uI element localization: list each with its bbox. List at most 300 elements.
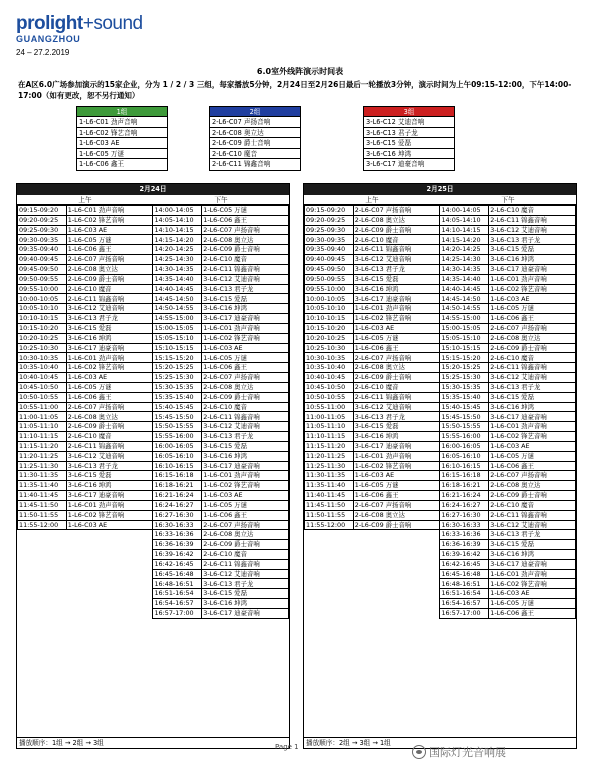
am-time-cell: 09:20-09:25 <box>18 215 67 225</box>
page-number: Page 1 <box>275 743 299 751</box>
am-act-cell: 2-L6-C10 魔音 <box>353 235 440 245</box>
table-row <box>18 382 289 392</box>
am-time-cell: 10:20-10:25 <box>18 333 67 343</box>
group-item: 2-L6-C09 爵士音响 <box>210 138 300 149</box>
group-item: 2-L6-C07 声扬音响 <box>210 117 300 128</box>
table-row <box>305 481 576 491</box>
am-act-cell: 3-L6-C13 君子龙 <box>353 412 440 422</box>
table-row <box>305 304 576 314</box>
am-act-cell <box>353 608 440 618</box>
pm-time-cell: 16:39-16:42 <box>440 549 489 559</box>
table-row <box>305 540 576 550</box>
am-time-cell: 10:55-11:00 <box>18 402 67 412</box>
am-act-cell <box>353 599 440 609</box>
table-row <box>18 569 289 579</box>
am-act-cell: 1-L6-C05 万谜 <box>353 333 440 343</box>
am-act-cell: 2-L6-C08 奥立达 <box>353 510 440 520</box>
pm-time-cell: 14:35-14:40 <box>440 274 489 284</box>
table-row <box>18 255 289 265</box>
pm-act-cell: 3-L6-C17 迪豪音响 <box>489 412 576 422</box>
pm-act-cell: 3-L6-C17 迪豪音响 <box>202 608 289 618</box>
pm-time-cell: 14:00-14:05 <box>153 206 202 216</box>
pm-act-cell: 2-L6-C09 爵士音响 <box>489 491 576 501</box>
prolight-sound-logo <box>16 14 176 58</box>
am-time-cell: 10:10-10:15 <box>18 314 67 324</box>
am-time-cell <box>305 599 354 609</box>
table-row <box>18 599 289 609</box>
table-row <box>18 510 289 520</box>
pm-act-cell: 2-L6-C08 奥立达 <box>202 382 289 392</box>
pm-act-cell: 3-L6-C13 君子龙 <box>202 432 289 442</box>
am-act-cell <box>353 530 440 540</box>
day-header: 2月25日 <box>304 184 576 195</box>
am-act-cell: 2-L6-C08 奥立达 <box>353 363 440 373</box>
table-row <box>305 215 576 225</box>
am-time-cell <box>18 569 67 579</box>
session-header <box>17 195 289 205</box>
pm-act-cell: 2-L6-C10 魔音 <box>489 353 576 363</box>
am-act-cell: 1-L6-C03 AE <box>66 373 153 383</box>
pm-act-cell: 3-L6-C16 坤鸿 <box>202 304 289 314</box>
am-act-cell: 2-L6-C09 爵士音响 <box>66 422 153 432</box>
pm-time-cell: 15:50-15:55 <box>440 422 489 432</box>
play-order-footer: 播放顺序：2组 → 3组 → 1组 <box>304 737 576 748</box>
table-row <box>18 540 289 550</box>
pm-time-cell: 14:55-15:00 <box>153 314 202 324</box>
pm-time-cell: 15:10-15:15 <box>440 343 489 353</box>
am-time-cell: 11:55-12:00 <box>18 520 67 530</box>
pm-time-cell: 14:40-14:45 <box>440 284 489 294</box>
am-act-cell: 1-L6-C02 锋艺音响 <box>353 314 440 324</box>
group-item: 3-L6-C12 艾迪音响 <box>364 117 454 128</box>
pm-act-cell: 3-L6-C15 爱磊 <box>489 540 576 550</box>
am-time-cell <box>18 579 67 589</box>
pm-act-cell: 1-L6-C01 劲声音响 <box>202 471 289 481</box>
table-row <box>18 304 289 314</box>
am-act-cell: 1-L6-C06 鑫王 <box>66 392 153 402</box>
am-act-cell: 3-L6-C17 迪豪音响 <box>66 343 153 353</box>
am-time-cell: 09:55-10:00 <box>305 284 354 294</box>
am-time-cell: 10:15-10:20 <box>18 323 67 333</box>
pm-time-cell: 16:10-16:15 <box>440 461 489 471</box>
table-row <box>305 314 576 324</box>
table-row <box>305 264 576 274</box>
pm-act-cell: 2-L6-C08 奥立达 <box>202 235 289 245</box>
am-act-cell: 1-L6-C03 AE <box>66 225 153 235</box>
pm-time-cell: 16:48-16:51 <box>153 579 202 589</box>
pm-time-cell: 14:15-14:20 <box>153 235 202 245</box>
am-time-cell: 11:25-11:30 <box>18 461 67 471</box>
group-item: 3-L6-C15 爱磊 <box>364 138 454 149</box>
table-row <box>305 323 576 333</box>
group-header: 2组 <box>210 107 300 117</box>
pm-act-cell: 2-L6-C07 声扬音响 <box>202 373 289 383</box>
am-act-cell: 3-L6-C12 艾迪音响 <box>353 255 440 265</box>
table-row <box>305 549 576 559</box>
pm-act-cell: 1-L6-C03 AE <box>202 491 289 501</box>
am-act-cell: 2-L6-C10 魔音 <box>66 432 153 442</box>
table-row <box>305 589 576 599</box>
pm-act-cell: 1-L6-C02 锋艺音响 <box>202 333 289 343</box>
pm-act-cell: 1-L6-C05 万谜 <box>202 206 289 216</box>
pm-act-cell: 2-L6-C10 魔音 <box>489 206 576 216</box>
table-row <box>305 402 576 412</box>
am-time-cell <box>18 549 67 559</box>
am-time-cell: 10:50-10:55 <box>18 392 67 402</box>
table-row <box>305 274 576 284</box>
am-act-cell: 1-L6-C02 锋艺音响 <box>66 215 153 225</box>
am-act-cell: 2-L6-C07 声扬音响 <box>353 206 440 216</box>
pm-time-cell: 15:20-15:25 <box>153 363 202 373</box>
pm-time-cell: 15:40-15:45 <box>440 402 489 412</box>
pm-time-cell: 16:33-16:36 <box>440 530 489 540</box>
am-time-cell: 10:55-11:00 <box>305 402 354 412</box>
pm-act-cell: 2-L6-C07 声扬音响 <box>489 471 576 481</box>
am-time-cell: 11:50-11:55 <box>18 510 67 520</box>
pm-act-cell: 2-L6-C10 魔音 <box>202 549 289 559</box>
am-time-cell <box>18 530 67 540</box>
am-act-cell: 3-L6-C15 爱磊 <box>66 323 153 333</box>
am-time-cell: 10:40-10:45 <box>18 373 67 383</box>
am-time-cell: 11:05-11:10 <box>18 422 67 432</box>
table-row <box>305 392 576 402</box>
table-row <box>18 323 289 333</box>
pm-time-cell: 16:48-16:51 <box>440 579 489 589</box>
pm-act-cell: 1-L6-C06 鑫王 <box>489 461 576 471</box>
group-header: 1组 <box>77 107 167 117</box>
table-row <box>305 579 576 589</box>
pm-time-cell: 16:45-16:48 <box>440 569 489 579</box>
table-row <box>305 255 576 265</box>
table-row <box>18 314 289 324</box>
pm-time-cell: 15:45-15:50 <box>440 412 489 422</box>
intro-text: 在A区6.0广场参加演示的15家企业，分为 1 / 2 / 3 三组，每家播放5分钟，2月24日至2月26日最后一轮播放3分钟，演示时间为上午09:15-12:00，下午14:00-17:00（如有更改，恕不另行通知） <box>18 80 572 100</box>
am-time-cell: 09:20-09:25 <box>305 215 354 225</box>
table-row <box>305 471 576 481</box>
am-time-cell: 09:40-09:45 <box>305 255 354 265</box>
table-row <box>18 422 289 432</box>
am-time-cell: 10:15-10:20 <box>305 323 354 333</box>
pm-time-cell: 15:55-16:00 <box>153 432 202 442</box>
am-time-cell: 10:40-10:45 <box>305 373 354 383</box>
morning-label: 上午 <box>78 196 92 204</box>
pm-act-cell: 1-L6-C02 锋艺音响 <box>489 579 576 589</box>
table-row <box>305 530 576 540</box>
pm-time-cell: 14:05-14:10 <box>153 215 202 225</box>
table-row <box>305 510 576 520</box>
am-time-cell <box>305 579 354 589</box>
am-time-cell: 11:10-11:15 <box>18 432 67 442</box>
am-act-cell <box>353 549 440 559</box>
pm-act-cell: 1-L6-C06 鑫王 <box>202 215 289 225</box>
pm-time-cell: 16:18-16:21 <box>440 481 489 491</box>
group-item: 2-L6-C11 锦鑫音响 <box>212 160 271 169</box>
am-act-cell: 2-L6-C08 奥立达 <box>66 412 153 422</box>
pm-time-cell: 15:55-16:00 <box>440 432 489 442</box>
am-time-cell: 10:10-10:15 <box>305 314 354 324</box>
pm-act-cell: 3-L6-C17 迪豪音响 <box>202 314 289 324</box>
pm-time-cell: 15:35-15:40 <box>153 392 202 402</box>
table-row <box>18 353 289 363</box>
pm-time-cell: 16:36-16:39 <box>440 540 489 550</box>
pm-time-cell: 14:55-15:00 <box>440 314 489 324</box>
pm-time-cell: 14:20-14:25 <box>153 245 202 255</box>
group-item: 2-L6-C08 奥立达 <box>210 128 300 139</box>
table-row <box>18 343 289 353</box>
table-row <box>18 274 289 284</box>
table-row <box>18 608 289 618</box>
pm-time-cell: 16:45-16:48 <box>153 569 202 579</box>
table-row <box>18 333 289 343</box>
pm-time-cell: 16:15-16:18 <box>440 471 489 481</box>
pm-act-cell: 1-L6-C06 鑫王 <box>202 363 289 373</box>
am-act-cell: 2-L6-C11 锦鑫音响 <box>353 245 440 255</box>
am-act-cell: 2-L6-C10 魔音 <box>66 284 153 294</box>
table-row <box>305 245 576 255</box>
am-time-cell: 11:30-11:35 <box>305 471 354 481</box>
pm-time-cell: 15:05-15:10 <box>153 333 202 343</box>
am-time-cell: 10:45-10:50 <box>305 382 354 392</box>
pm-time-cell: 16:15-16:18 <box>153 471 202 481</box>
am-time-cell <box>305 559 354 569</box>
table-row <box>305 491 576 501</box>
am-act-cell <box>353 579 440 589</box>
wechat-watermark <box>412 744 506 760</box>
pm-act-cell: 1-L6-C05 万谜 <box>202 500 289 510</box>
pm-act-cell: 2-L6-C08 奥立达 <box>202 530 289 540</box>
am-act-cell: 1-L6-C01 劲声音响 <box>353 451 440 461</box>
pm-act-cell: 2-L6-C11 锦鑫音响 <box>202 264 289 274</box>
pm-time-cell: 16:27-16:30 <box>153 510 202 520</box>
am-time-cell: 09:25-09:30 <box>18 225 67 235</box>
am-act-cell: 2-L6-C07 声扬音响 <box>353 500 440 510</box>
pm-time-cell: 16:36-16:39 <box>153 540 202 550</box>
am-act-cell <box>66 589 153 599</box>
session-header <box>304 195 576 205</box>
pm-time-cell: 14:40-14:45 <box>153 284 202 294</box>
table-row <box>18 392 289 402</box>
table-row <box>18 500 289 510</box>
am-act-cell: 2-L6-C08 奥立达 <box>353 215 440 225</box>
pm-act-cell: 3-L6-C13 君子龙 <box>489 530 576 540</box>
table-row <box>305 333 576 343</box>
table-row <box>18 206 289 216</box>
group-item: 1-L6-C01 劲声音响 <box>77 117 167 128</box>
table-row <box>18 589 289 599</box>
am-time-cell: 11:15-11:20 <box>18 441 67 451</box>
pm-time-cell: 16:57-17:00 <box>153 608 202 618</box>
table-row <box>18 441 289 451</box>
table-row <box>305 235 576 245</box>
schedule-day-25 <box>303 183 577 749</box>
pm-time-cell: 15:30-15:35 <box>440 382 489 392</box>
am-time-cell <box>18 608 67 618</box>
group-2-box <box>209 106 301 171</box>
play-order-footer: 播放顺序：1组 → 2组 → 3组 <box>17 737 289 748</box>
am-act-cell: 2-L6-C08 奥立达 <box>66 264 153 274</box>
table-row <box>305 373 576 383</box>
group-header: 3组 <box>364 107 454 117</box>
table-row <box>305 432 576 442</box>
watermark-text: 国际灯光音响展 <box>429 746 506 759</box>
pm-act-cell: 1-L6-C02 锋艺音响 <box>202 481 289 491</box>
am-time-cell <box>18 599 67 609</box>
pm-act-cell: 3-L6-C13 君子龙 <box>489 235 576 245</box>
pm-act-cell: 2-L6-C11 锦鑫音响 <box>489 363 576 373</box>
am-act-cell: 1-L6-C05 万谜 <box>66 235 153 245</box>
pm-time-cell: 14:50-14:55 <box>153 304 202 314</box>
pm-time-cell: 14:30-14:35 <box>440 264 489 274</box>
pm-act-cell: 3-L6-C12 艾迪音响 <box>202 422 289 432</box>
pm-act-cell: 1-L6-C05 万谜 <box>202 353 289 363</box>
pm-act-cell: 3-L6-C15 爱磊 <box>489 392 576 402</box>
pm-act-cell: 3-L6-C15 爱磊 <box>489 245 576 255</box>
pm-act-cell: 1-L6-C06 鑫王 <box>489 608 576 618</box>
wechat-icon <box>412 745 426 759</box>
am-time-cell: 09:15-09:20 <box>18 206 67 216</box>
table-row <box>18 245 289 255</box>
morning-label: 上午 <box>365 196 379 204</box>
table-row <box>18 481 289 491</box>
pm-time-cell: 15:30-15:35 <box>153 382 202 392</box>
group-item: 1-L6-C02 锋艺音响 <box>77 128 167 139</box>
table-row <box>305 294 576 304</box>
pm-act-cell: 3-L6-C13 君子龙 <box>489 382 576 392</box>
am-act-cell <box>66 579 153 589</box>
table-row <box>18 549 289 559</box>
am-act-cell: 3-L6-C16 坤鸿 <box>353 432 440 442</box>
pm-act-cell: 1-L6-C05 万谜 <box>489 304 576 314</box>
am-time-cell: 11:55-12:00 <box>305 520 354 530</box>
am-act-cell: 1-L6-C01 劲声音响 <box>66 500 153 510</box>
am-time-cell <box>305 540 354 550</box>
pm-act-cell: 3-L6-C12 艾迪音响 <box>489 373 576 383</box>
pm-time-cell: 14:25-14:30 <box>440 255 489 265</box>
table-row <box>305 382 576 392</box>
am-act-cell <box>66 559 153 569</box>
pm-act-cell: 2-L6-C09 爵士音响 <box>202 540 289 550</box>
pm-act-cell: 2-L6-C11 锦鑫音响 <box>202 559 289 569</box>
am-act-cell: 3-L6-C13 君子龙 <box>353 264 440 274</box>
am-act-cell: 1-L6-C01 劲声音响 <box>353 304 440 314</box>
pm-time-cell: 16:54-16:57 <box>440 599 489 609</box>
am-act-cell: 3-L6-C15 爱磊 <box>66 471 153 481</box>
pm-time-cell: 16:24-16:27 <box>153 500 202 510</box>
pm-act-cell: 1-L6-C01 劲声音响 <box>489 569 576 579</box>
pm-time-cell: 14:30-14:35 <box>153 264 202 274</box>
group-item: 2-L6-C10 魔音 <box>210 149 300 160</box>
am-time-cell: 10:35-10:40 <box>18 363 67 373</box>
pm-act-cell: 2-L6-C11 锦鑫音响 <box>489 510 576 520</box>
pm-act-cell: 3-L6-C13 君子龙 <box>202 579 289 589</box>
table-row <box>18 215 289 225</box>
pm-act-cell: 3-L6-C13 君子龙 <box>202 284 289 294</box>
pm-act-cell: 3-L6-C16 坤鸿 <box>489 549 576 559</box>
pm-time-cell: 14:35-14:40 <box>153 274 202 284</box>
am-act-cell: 3-L6-C15 爱磊 <box>353 422 440 432</box>
table-row <box>18 471 289 481</box>
table-row <box>18 373 289 383</box>
am-act-cell: 2-L6-C07 声扬音响 <box>66 402 153 412</box>
table-row <box>305 500 576 510</box>
am-act-cell: 2-L6-C11 锦鑫音响 <box>353 392 440 402</box>
pm-time-cell: 15:15-15:20 <box>440 353 489 363</box>
pm-act-cell: 3-L6-C15 爱磊 <box>202 294 289 304</box>
table-row <box>305 441 576 451</box>
am-time-cell <box>18 540 67 550</box>
table-row <box>18 264 289 274</box>
table-row <box>18 402 289 412</box>
pm-time-cell: 16:33-16:36 <box>153 530 202 540</box>
pm-time-cell: 15:35-15:40 <box>440 392 489 402</box>
table-row <box>18 520 289 530</box>
pm-act-cell: 2-L6-C10 魔音 <box>202 402 289 412</box>
pm-time-cell: 16:21-16:24 <box>440 491 489 501</box>
group-1-box <box>76 106 168 171</box>
am-time-cell: 09:25-09:30 <box>305 225 354 235</box>
pm-time-cell: 14:00-14:05 <box>440 206 489 216</box>
pm-act-cell: 2-L6-C11 锦鑫音响 <box>489 215 576 225</box>
am-time-cell <box>305 608 354 618</box>
am-act-cell: 1-L6-C02 锋艺音响 <box>353 461 440 471</box>
pm-time-cell: 14:45-14:50 <box>440 294 489 304</box>
am-act-cell: 1-L6-C06 鑫王 <box>353 491 440 501</box>
pm-time-cell: 15:20-15:25 <box>440 363 489 373</box>
am-time-cell: 11:00-11:05 <box>305 412 354 422</box>
am-time-cell: 11:10-11:15 <box>305 432 354 442</box>
table-row <box>18 432 289 442</box>
am-act-cell: 2-L6-C09 爵士音响 <box>353 225 440 235</box>
pm-time-cell: 16:57-17:00 <box>440 608 489 618</box>
am-time-cell: 10:00-10:05 <box>305 294 354 304</box>
am-act-cell <box>66 569 153 579</box>
am-act-cell <box>66 530 153 540</box>
pm-act-cell: 3-L6-C16 坤鸿 <box>202 451 289 461</box>
pm-time-cell: 14:45-14:50 <box>153 294 202 304</box>
pm-act-cell: 2-L6-C07 声扬音响 <box>489 323 576 333</box>
pm-time-cell: 16:05-16:10 <box>440 451 489 461</box>
table-row <box>18 363 289 373</box>
pm-time-cell: 16:42-16:45 <box>153 559 202 569</box>
pm-act-cell: 1-L6-C01 劲声音响 <box>489 274 576 284</box>
am-act-cell: 1-L6-C03 AE <box>66 520 153 530</box>
pm-act-cell: 1-L6-C06 鑫王 <box>202 510 289 520</box>
pm-act-cell: 3-L6-C17 迪豪音响 <box>489 264 576 274</box>
afternoon-label: 下午 <box>501 196 515 204</box>
am-act-cell: 2-L6-C09 爵士音响 <box>353 373 440 383</box>
am-act-cell: 1-L6-C05 万谜 <box>66 382 153 392</box>
pm-act-cell: 2-L6-C11 锦鑫音响 <box>202 412 289 422</box>
am-time-cell: 11:05-11:10 <box>305 422 354 432</box>
table-row <box>18 235 289 245</box>
am-time-cell: 11:00-11:05 <box>18 412 67 422</box>
table-row <box>305 412 576 422</box>
am-time-cell: 10:45-10:50 <box>18 382 67 392</box>
am-act-cell: 3-L6-C17 迪豪音响 <box>353 294 440 304</box>
pm-time-cell: 15:50-15:55 <box>153 422 202 432</box>
table-row <box>305 608 576 618</box>
pm-time-cell: 16:05-16:10 <box>153 451 202 461</box>
pm-time-cell: 14:10-14:15 <box>153 225 202 235</box>
am-act-cell: 1-L6-C03 AE <box>353 471 440 481</box>
am-act-cell: 3-L6-C12 艾迪音响 <box>353 402 440 412</box>
pm-time-cell: 14:20-14:25 <box>440 245 489 255</box>
group-item: 3-L6-C13 君子龙 <box>364 128 454 139</box>
am-time-cell: 09:35-09:40 <box>18 245 67 255</box>
group-3-box <box>363 106 455 171</box>
pm-act-cell: 3-L6-C17 迪豪音响 <box>202 461 289 471</box>
table-row <box>305 343 576 353</box>
